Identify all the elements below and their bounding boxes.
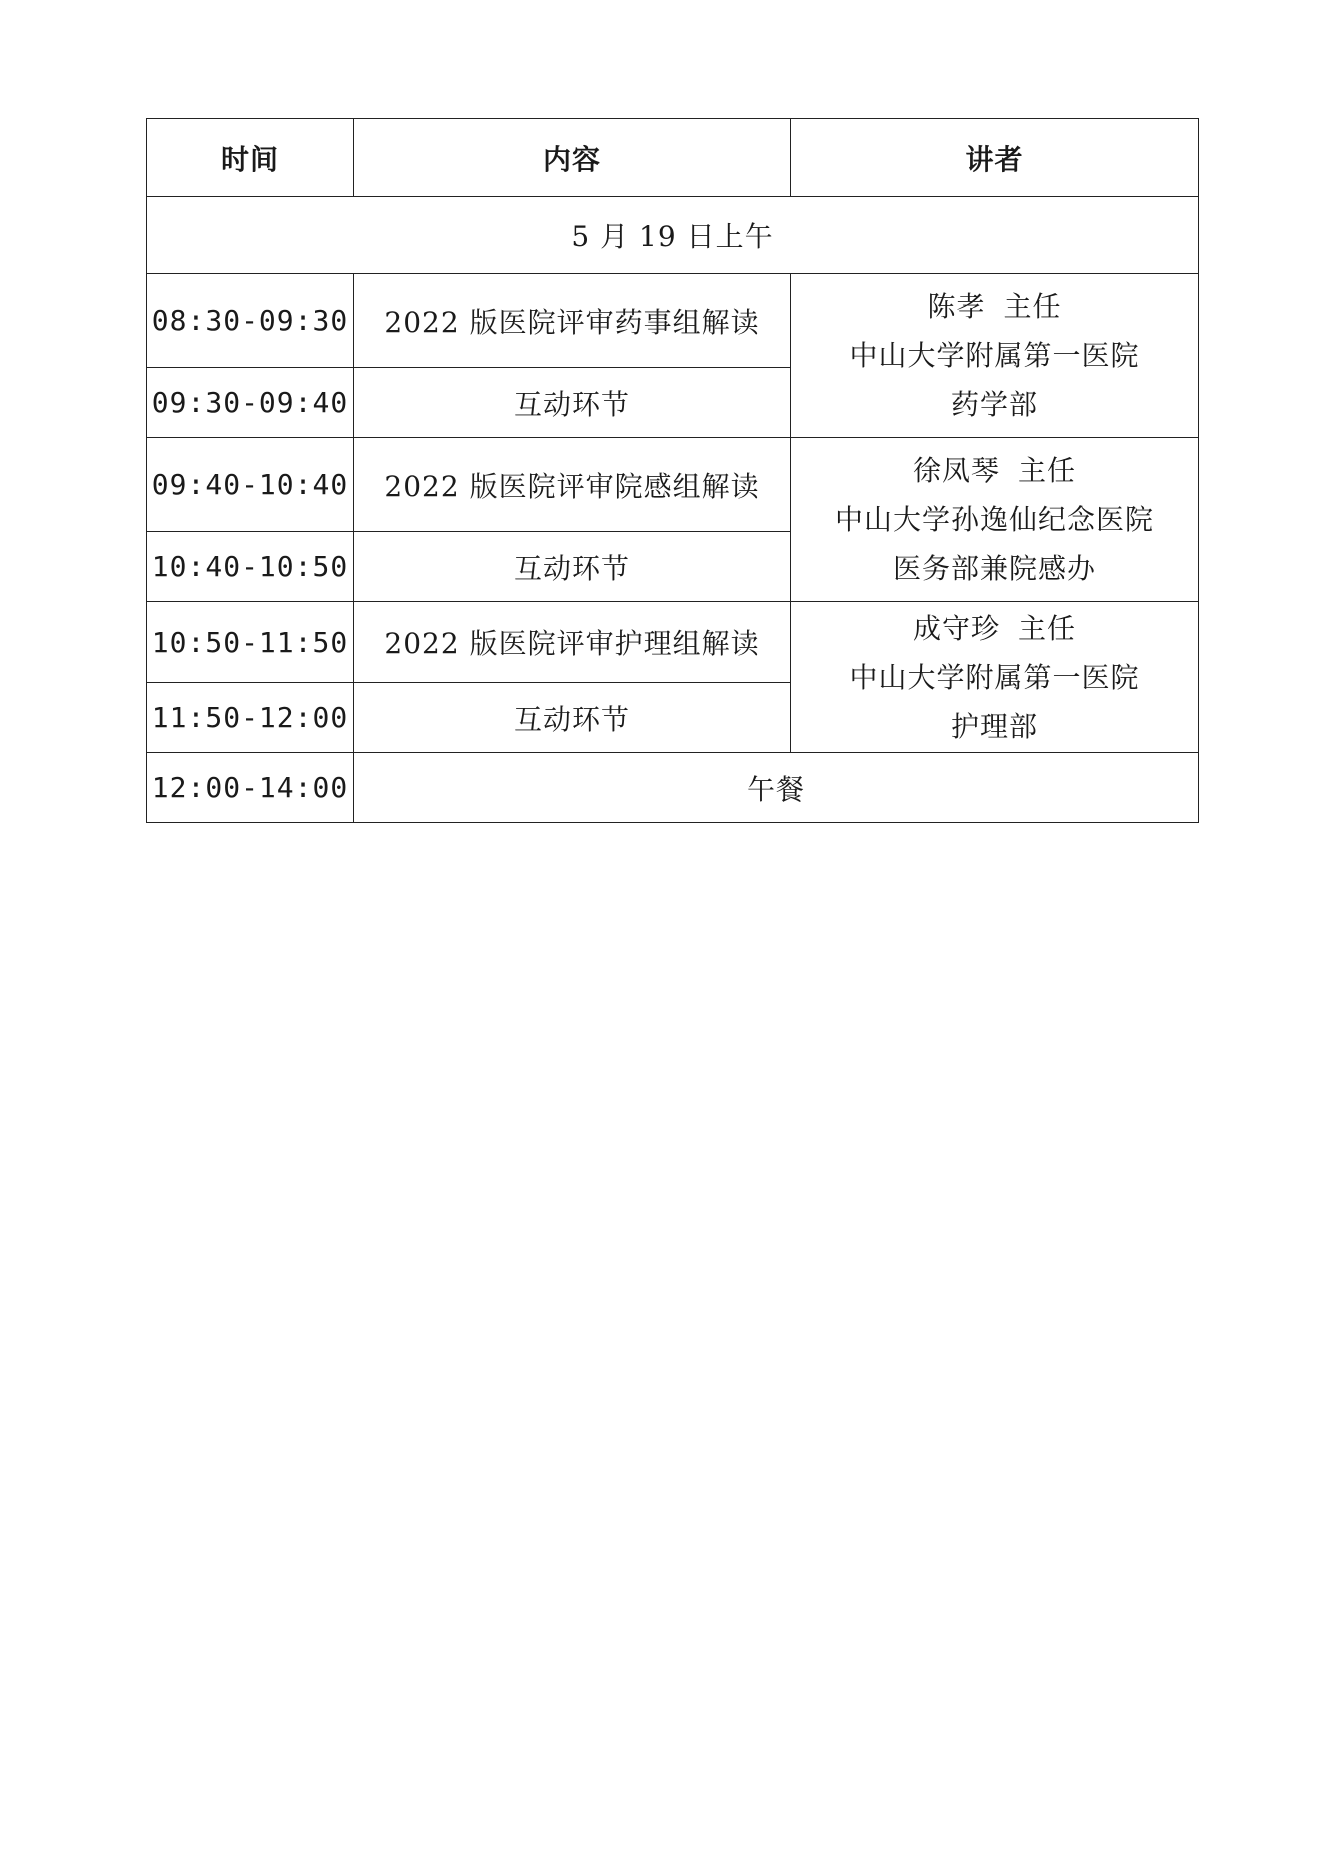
header-row [147,119,1199,197]
speaker-org: 中山大学附属第一医院 [849,660,1140,694]
speaker-cell [791,602,1199,753]
speaker-name: 成守珍 [912,611,1000,645]
speaker-name-line [791,604,1198,653]
speaker-title: 主任 [1018,611,1077,645]
speaker-name: 徐凤琴 [912,454,1000,487]
header-content: 内容 [354,119,791,197]
time-cell: 10:40-10:50 [147,532,354,602]
content-cell: 2022 版医院评审药事组解读 [354,274,791,368]
table-row [147,274,1199,368]
speaker-dept: 药学部 [950,388,1038,421]
table-row [147,438,1199,532]
speaker-dept: 医务部兼院感办 [892,552,1096,585]
speaker-name-line [791,446,1198,495]
speaker-title: 主任 [1018,454,1077,487]
header-speaker: 讲者 [791,119,1199,197]
header-time: 时间 [147,119,354,197]
section-row [147,197,1199,274]
time-cell: 12:00-14:00 [147,753,354,823]
speaker-org: 中山大学附属第一医院 [849,339,1140,372]
speaker-org: 中山大学孙逸仙纪念医院 [834,503,1154,536]
table-row [147,602,1199,683]
table-row [147,753,1199,823]
content-cell: 互动环节 [354,683,791,753]
time-cell: 08:30-09:30 [147,274,354,368]
speaker-name: 陈孝 [927,290,986,323]
speaker-title: 主任 [1003,290,1062,323]
speaker-cell [791,438,1199,602]
content-cell: 午餐 [354,753,1199,823]
speaker-cell [791,274,1199,438]
time-cell: 09:30-09:40 [147,368,354,438]
time-cell: 09:40-10:40 [147,438,354,532]
schedule-table [146,118,1199,823]
content-cell: 2022 版医院评审院感组解读 [354,438,791,532]
content-cell: 互动环节 [354,368,791,438]
section-title: 5 月 19 日上午 [147,197,1199,274]
time-cell: 11:50-12:00 [147,683,354,753]
content-cell: 互动环节 [354,532,791,602]
speaker-name-line [791,282,1198,331]
content-cell: 2022 版医院评审护理组解读 [354,602,791,683]
time-cell: 10:50-11:50 [147,602,354,683]
speaker-dept: 护理部 [950,709,1038,743]
